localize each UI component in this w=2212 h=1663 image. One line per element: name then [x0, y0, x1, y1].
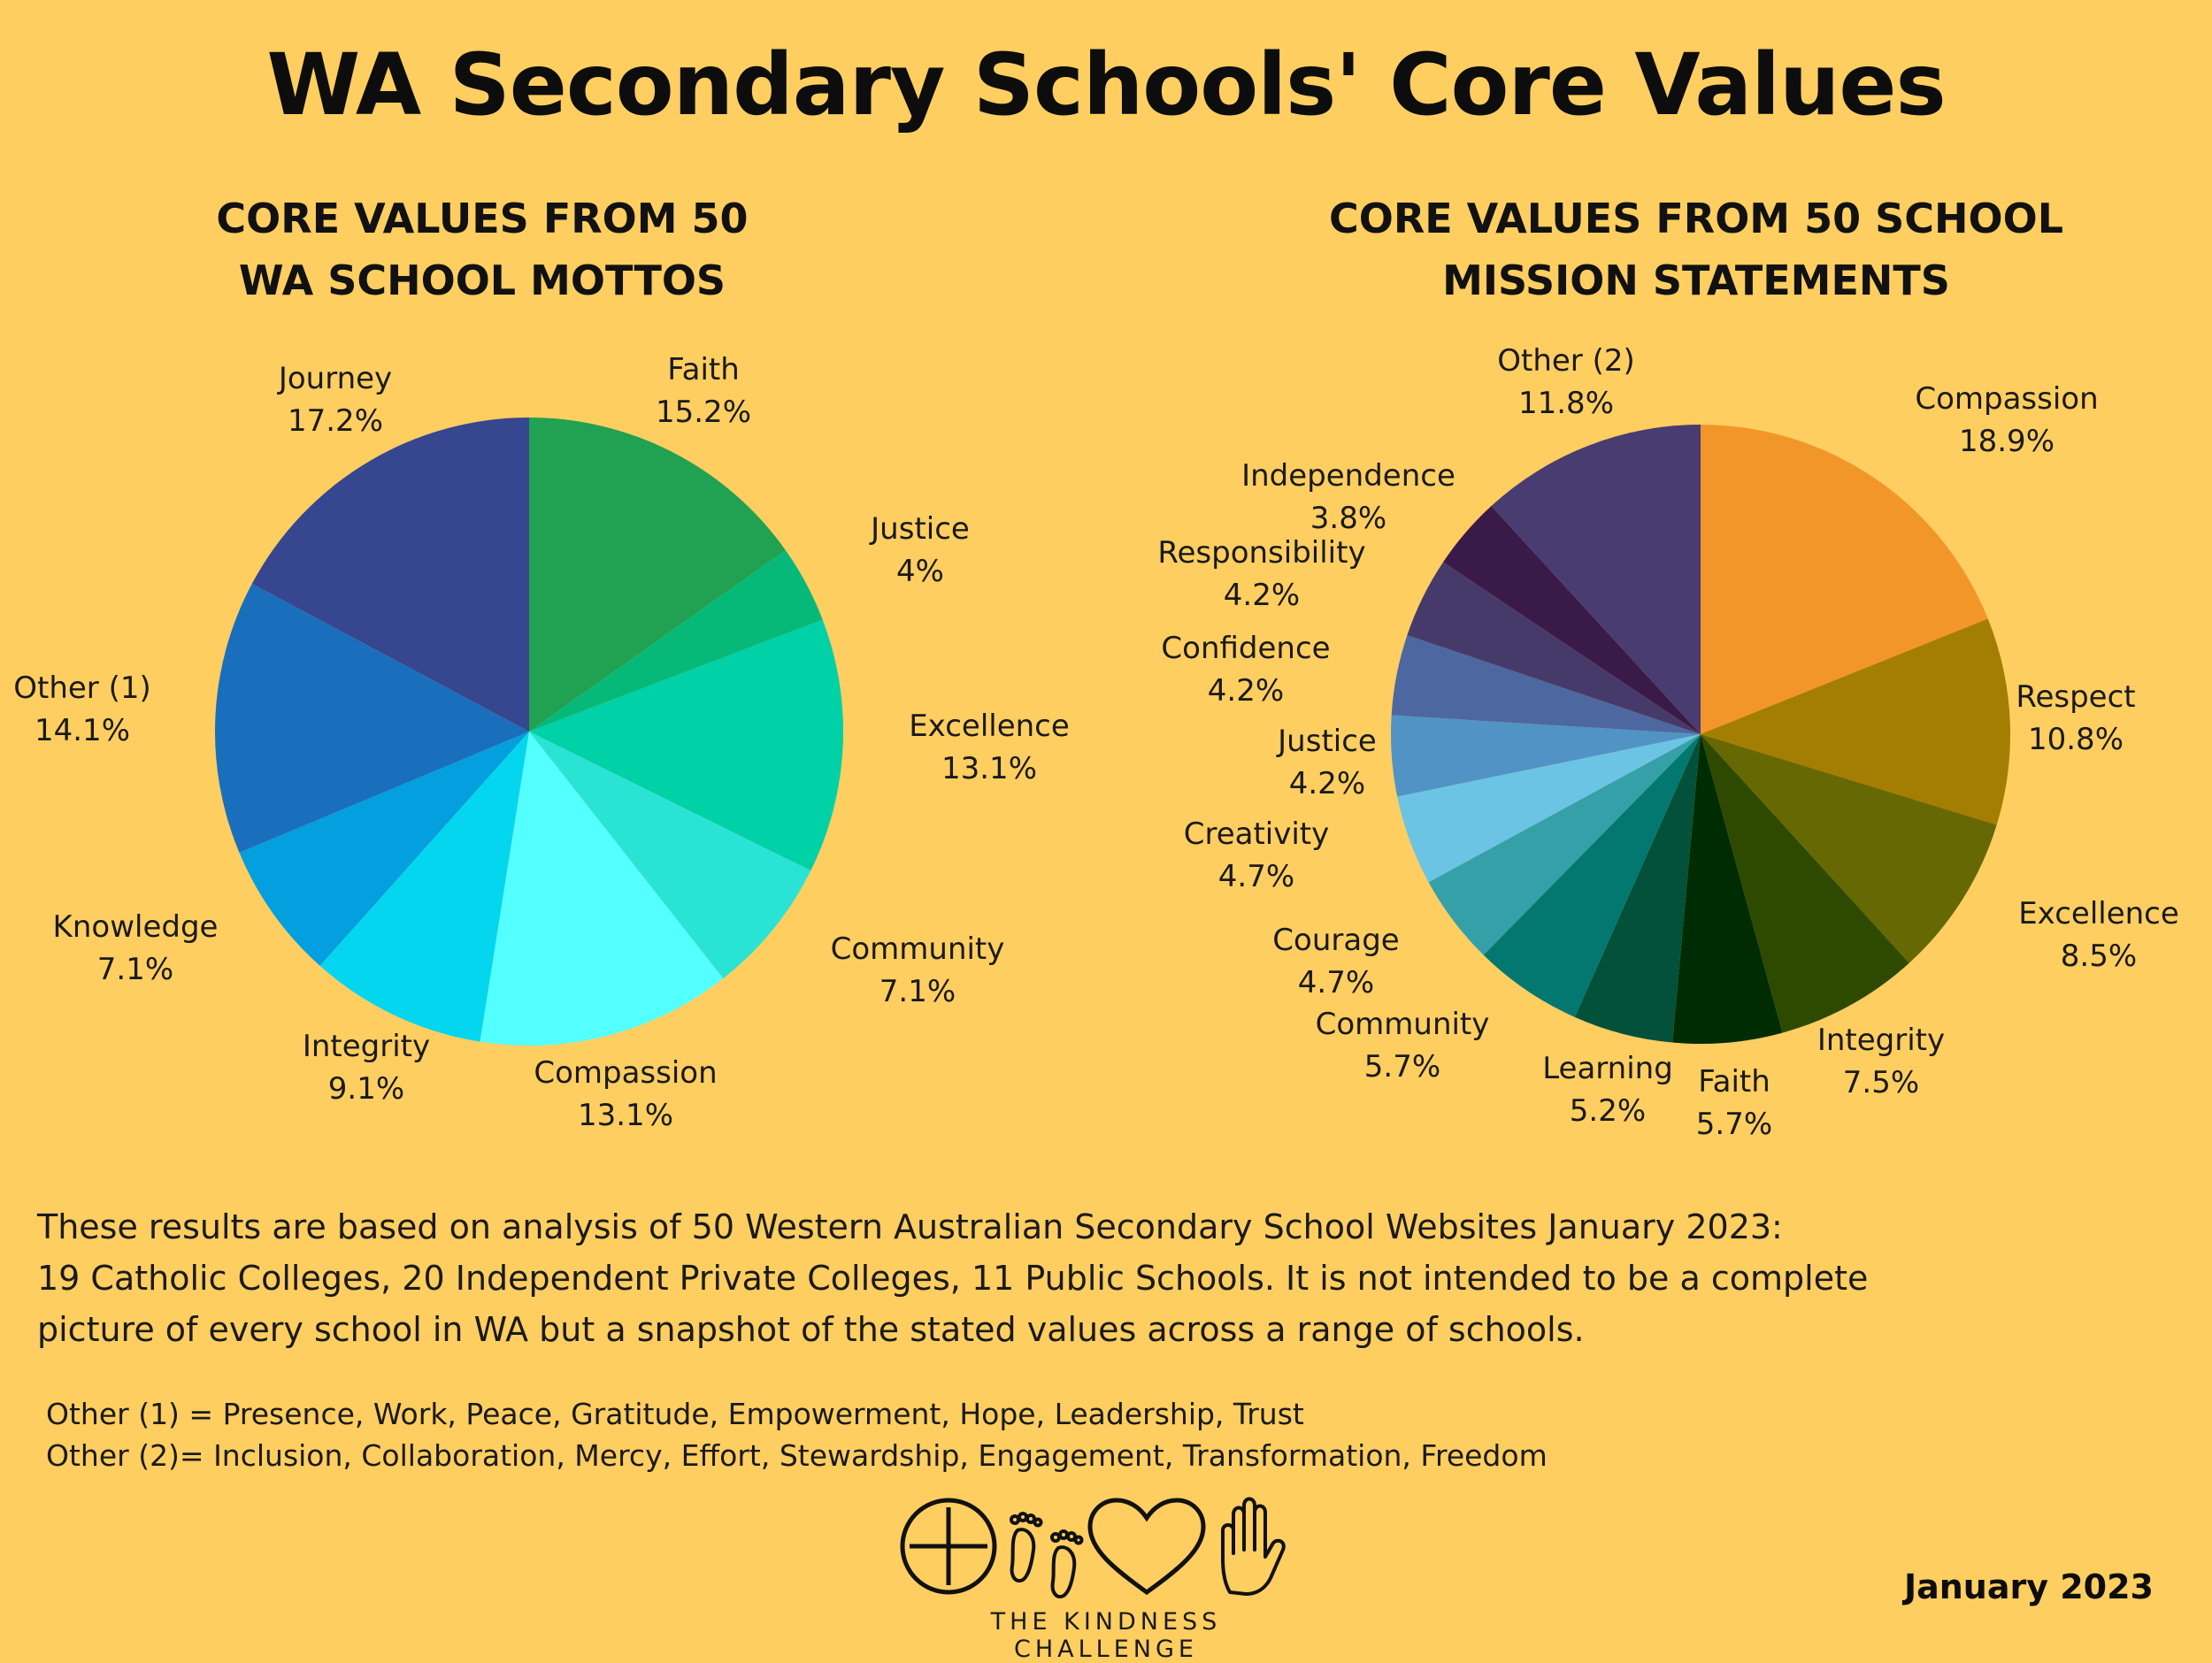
chart-title-line: CORE VALUES FROM 50	[216, 195, 749, 242]
mission-label-confidence: Confidence	[1161, 631, 1331, 666]
mission-value-independence: 3.8%	[1310, 501, 1387, 536]
logo	[894, 1495, 1318, 1608]
footnote	[37, 1201, 2072, 1355]
mission-value-confidence: 4.2%	[1207, 673, 1285, 709]
mottos-value-compassion: 13.1%	[577, 1098, 674, 1133]
mission-value-responsibility: 4.2%	[1223, 578, 1301, 613]
mottos-label-justice: Justice	[871, 511, 970, 547]
mission-label-respect: Respect	[2016, 679, 2136, 715]
mission-label-other-2: Other (2)	[1497, 343, 1635, 379]
chart-title-line: MISSION STATEMENTS	[1442, 257, 1950, 304]
mottos-label-other-1: Other (1)	[13, 671, 151, 706]
mottos-value-community: 7.1%	[879, 974, 956, 1009]
mission-value-justice: 4.2%	[1288, 766, 1366, 801]
mission-label-creativity: Creativity	[1183, 816, 1330, 852]
mission-label-integrity: Integrity	[1816, 1023, 1946, 1058]
mission-value-courage: 4.7%	[1297, 965, 1375, 1000]
chart-title-line: WA SCHOOL MOTTOS	[238, 257, 726, 304]
mission-value-respect: 10.8%	[2027, 722, 2124, 757]
mottos-label-compassion: Compassion	[534, 1055, 718, 1091]
mission-value-integrity: 7.5%	[1842, 1065, 1920, 1100]
footprints-icon	[1011, 1514, 1082, 1597]
mission-value-excellence: 8.5%	[2060, 939, 2138, 974]
mottos-value-integrity: 9.1%	[327, 1071, 405, 1107]
mottos-value-other-1: 14.1%	[34, 713, 131, 748]
mission-value-compassion: 18.9%	[1958, 424, 2055, 459]
footnote-line: picture of every school in WA but a snapshot of the stated values across a range of schools.	[37, 1310, 1585, 1349]
mission-value-creativity: 4.7%	[1217, 859, 1295, 894]
mottos-value-justice: 4%	[896, 554, 944, 589]
mission-value-other-2: 11.8%	[1517, 386, 1615, 421]
mottos-label-faith: Faith	[667, 352, 740, 387]
mottos-value-journey: 17.2%	[287, 403, 384, 439]
other-definition-1: Other (1) = Presence, Work, Peace, Gratitude, Empowerment, Hope, Leadership, Trust	[46, 1397, 1304, 1431]
mottos-label-community: Community	[830, 931, 1005, 967]
mission-label-learning: Learning	[1542, 1051, 1673, 1086]
hand-icon	[1223, 1499, 1284, 1595]
mission-value-community: 5.7%	[1363, 1049, 1441, 1084]
mission-label-excellence: Excellence	[2018, 896, 2179, 931]
mission-value-faith: 5.7%	[1695, 1107, 1773, 1142]
chart-title-line: CORE VALUES FROM 50 SCHOOL	[1328, 195, 2064, 242]
other-definitions	[46, 1393, 2081, 1476]
mission-label-responsibility: Responsibility	[1157, 535, 1366, 571]
mottos-value-knowledge: 7.1%	[96, 952, 174, 987]
logo-text: THE KINDNESS CHALLENGE	[990, 1608, 1222, 1663]
mission-label-courage: Courage	[1272, 923, 1400, 958]
mottos-value-faith: 15.2%	[655, 395, 752, 430]
mission-value-learning: 5.2%	[1569, 1093, 1647, 1129]
mottos-value-excellence: 13.1%	[941, 751, 1038, 786]
mission-label-community: Community	[1315, 1007, 1490, 1042]
mottos-label-knowledge: Knowledge	[52, 909, 219, 945]
other-definition-2: Other (2)= Inclusion, Collaboration, Mercy, Effort, Stewardship, Engagement, Transformation, Freedom	[46, 1438, 1548, 1473]
mission-label-faith: Faith	[1698, 1064, 1770, 1100]
heart-icon	[1090, 1500, 1203, 1592]
footnote-line: These results are based on analysis of 50 Western Australian Secondary School Websites January 2023:	[37, 1207, 1783, 1246]
mottos-label-journey: Journey	[278, 361, 393, 396]
mission-label-compassion: Compassion	[1915, 381, 2099, 417]
date-label: January 2023	[1903, 1567, 2154, 1606]
mottos-label-integrity: Integrity	[302, 1029, 431, 1064]
footnote-line: 19 Catholic Colleges, 20 Independent Private Colleges, 11 Public Schools. It is not intended to be a complete	[37, 1259, 1869, 1298]
mission-label-independence: Independence	[1241, 458, 1455, 494]
mottos-label-excellence: Excellence	[909, 709, 1070, 744]
cross-circle-icon	[902, 1500, 995, 1592]
page-title: WA Secondary Schools' Core Values	[266, 35, 1946, 134]
mission-label-justice: Justice	[1278, 724, 1377, 759]
